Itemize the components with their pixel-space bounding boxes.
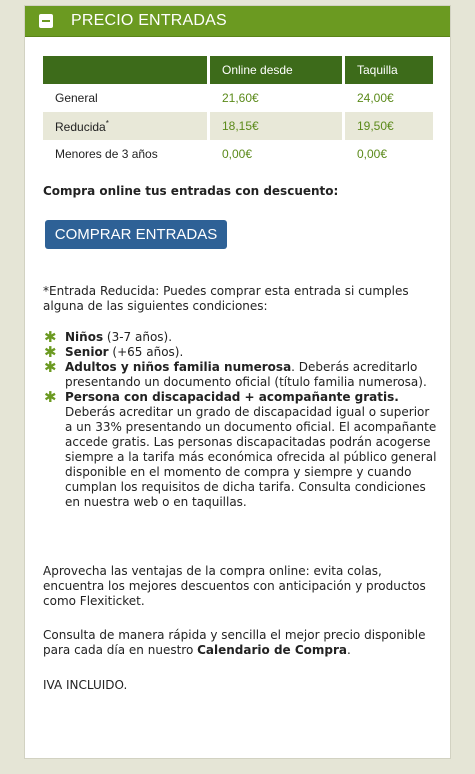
table-header-row — [43, 56, 433, 84]
row-label: General — [43, 84, 209, 112]
table-row — [43, 140, 433, 168]
calendar-link[interactable]: Calendario de Compra — [197, 643, 348, 657]
price-panel — [24, 5, 451, 759]
list-item — [43, 390, 438, 510]
taquilla-price: 24,00€ — [357, 91, 394, 105]
condition-text: Deberás acreditar un grado de discapacidad igual o superior a un 33% presentando un documento oficial. El acompañante accede gratis. Las personas discapacitadas podrán acogerse siempre a la tarifa más económica ofrecida al público general disponible en el momento de compra y siempre y cuando cumplan los requisitos de dicha tarifa. Consulta condiciones en nuestra web o en taquillas. — [65, 405, 437, 509]
row-label: Menores de 3 años — [43, 140, 209, 168]
asterisk-icon: ✱ — [44, 343, 57, 361]
taquilla-price: 19,50€ — [344, 112, 434, 140]
online-price: 18,15€ — [209, 112, 344, 140]
table-header-empty — [43, 56, 209, 84]
buy-tickets-button[interactable]: COMPRAR ENTRADAS — [45, 220, 227, 249]
collapse-icon[interactable] — [39, 14, 53, 28]
condition-title: Persona con discapacidad + acompañante gratis. — [65, 390, 399, 404]
online-price: 0,00€ — [209, 140, 344, 168]
calendar-text — [43, 628, 438, 658]
row-label: Reducida* — [43, 112, 209, 140]
list-item — [43, 330, 438, 345]
table-row — [43, 84, 433, 112]
panel-header[interactable] — [25, 6, 450, 37]
asterisk-icon: ✱ — [44, 388, 57, 406]
taquilla-price: 0,00€ — [357, 147, 388, 161]
promo-text: Compra online tus entradas con descuento: — [43, 184, 339, 198]
condition-title: Senior — [65, 345, 109, 359]
conditions-list — [43, 330, 438, 510]
condition-title: Adultos y niños familia numerosa — [65, 360, 292, 374]
condition-title: Niños — [65, 330, 104, 344]
calendar-intro: Consulta de manera rápida y sencilla el mejor precio disponible para cada día en nuestro — [43, 628, 426, 657]
table-row — [43, 112, 433, 140]
condition-text: . Deberás acreditarlo presentando un documento oficial (título familia numerosa). — [65, 360, 427, 389]
list-item — [43, 360, 438, 390]
conditions-block — [43, 330, 438, 510]
panel-title: PRECIO ENTRADAS — [71, 12, 227, 29]
online-price: 21,60€ — [209, 84, 344, 112]
advantages-text: Aprovecha las ventajas de la compra online: evita colas, encuentra los mejores descuentos con anticipación y productos como Flexiticket. — [43, 564, 426, 608]
calendar-end: . — [347, 643, 351, 657]
price-table — [43, 56, 433, 168]
condition-text: (+65 años). — [108, 345, 184, 359]
list-item — [43, 345, 438, 360]
column-header-taquilla: Taquilla — [344, 56, 434, 84]
column-header-online: Online desde — [209, 56, 344, 84]
reduced-note: *Entrada Reducida: Puedes comprar esta entrada si cumples alguna de las siguientes condiciones: — [43, 284, 409, 313]
asterisk-icon: ✱ — [44, 328, 57, 346]
asterisk-icon: ✱ — [44, 358, 57, 376]
condition-text: (3-7 años). — [103, 330, 173, 344]
vat-text: IVA INCLUIDO. — [43, 678, 128, 692]
footnote-marker: * — [105, 118, 109, 128]
